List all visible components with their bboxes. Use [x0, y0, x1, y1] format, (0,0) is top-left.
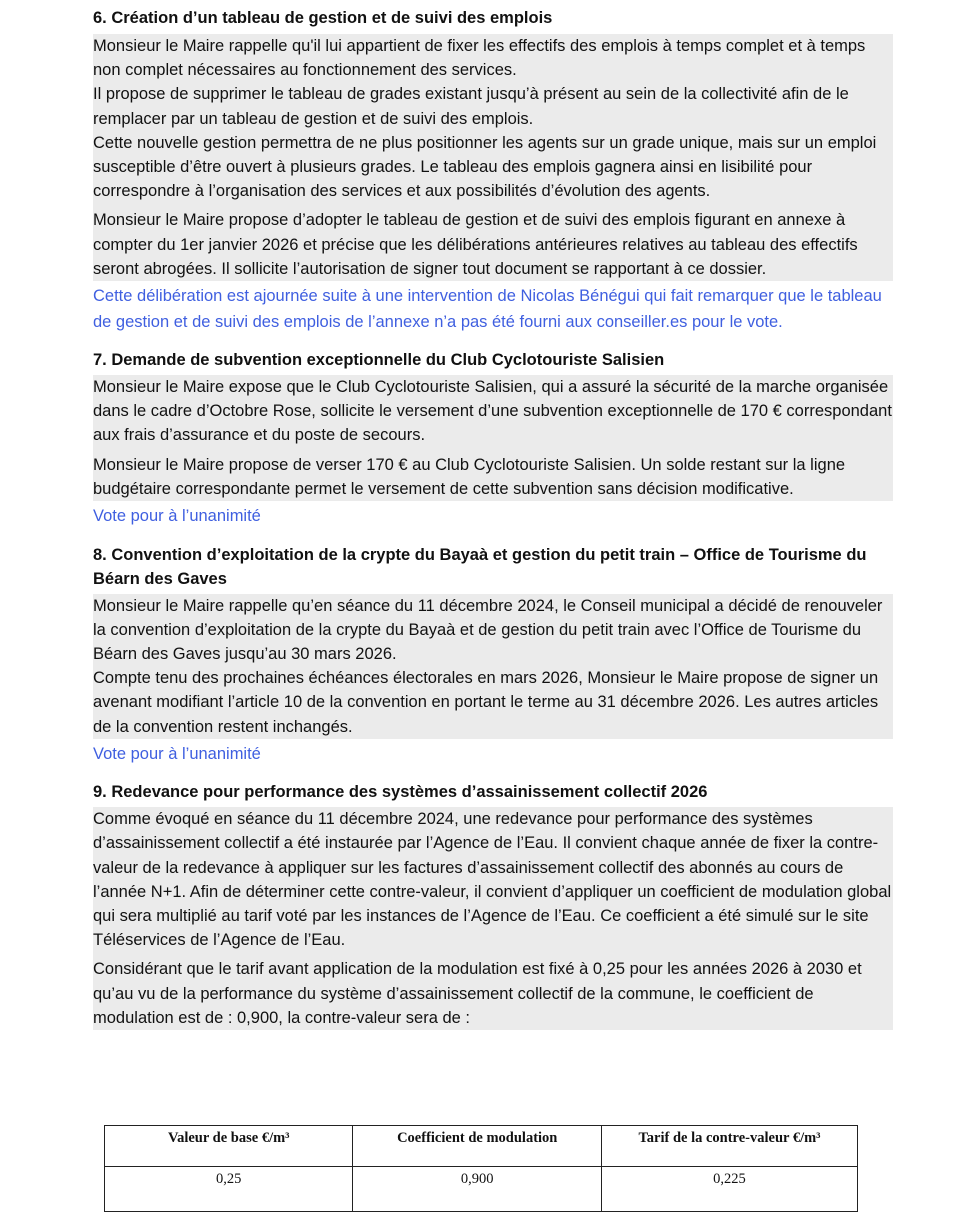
section-6-paragraph: Il propose de supprimer le tableau de grades existant jusqu’à présent au sein de la collectivité afin de le remplacer par un tableau de gestion et de suivi des emplois.	[93, 85, 849, 128]
section-8	[93, 543, 893, 768]
section-6-paragraph: Monsieur le Maire rappelle qu'il lui appartient de fixer les effectifs des emplois à temps complet et à temps non complet nécessaires au fonctionnement des services.	[93, 37, 866, 80]
section-9-body	[93, 807, 893, 1030]
document-page	[93, 6, 893, 1030]
section-7-title: 7. Demande de subvention exceptionnelle du Club Cyclotouriste Salisien	[93, 351, 665, 370]
section-9-paragraph: Considérant que le tarif avant application de la modulation est fixé à 0,25 pour les années 2026 à 2030 et qu’au vu de la performance du système d’assainissement collectif de la commune, le coefficient de modulation est de : 0,900, la contre-valeur sera de :	[93, 960, 862, 1027]
section-8-paragraph: Monsieur le Maire rappelle qu’en séance du 11 décembre 2024, le Conseil municipal a décidé de renouveler la convention d’exploitation de la crypte du Bayaà et de gestion du petit train avec l’Office de Tourisme du Béarn des Gaves jusqu’au 30 mars 2026.	[93, 596, 883, 663]
section-7-body	[93, 375, 893, 501]
section-8-body	[93, 594, 893, 739]
table-header-cell: Tarif de la contre-valeur €/m³	[601, 1126, 857, 1167]
section-9-paragraph: Comme évoqué en séance du 11 décembre 2024, une redevance pour performance des systèmes d’assainissement collectif a été instaurée par l’Agence de l’Eau. Il convient chaque année de fixer la contre-valeur de la redevance à appliquer sur les factures d’assainissement collectif des abonnés au cours de l’année N+1. Afin de déterminer cette contre-valeur, il convient d’appliquer un coefficient de modulation global qui sera multiplié au tarif voté par les instances de l’Agence de l’Eau. Ce coefficient a été simulé sur le site Téléservices de l’Agence de l’Eau.	[93, 810, 892, 950]
section-6	[93, 6, 893, 335]
section-7-paragraph: Monsieur le Maire propose de verser 170 € au Club Cyclotouriste Salisien. Un solde restant sur la ligne budgétaire correspondante permet le versement de cette subvention sans décision modificative.	[93, 455, 846, 498]
section-6-title: 6. Création d’un tableau de gestion et de suivi des emplois	[93, 9, 553, 27]
table-row	[105, 1167, 858, 1212]
section-9	[93, 780, 893, 1030]
section-7-paragraph: Monsieur le Maire expose que le Club Cyclotouriste Salisien, qui a assuré la sécurité de la marche organisée dans le cadre d’Octobre Rose, sollicite le versement d’une subvention exceptionnelle de 170 € correspondant aux frais d’assurance et du poste de secours.	[93, 378, 892, 445]
section-7	[93, 348, 893, 530]
section-8-vote-result: Vote pour à l’unanimité	[93, 744, 261, 763]
table-cell: 0,225	[601, 1167, 857, 1212]
section-8-title: 8. Convention d’exploitation de la crypte du Bayaà et gestion du petit train – Office de Tourisme du Béarn des Gaves	[93, 545, 867, 588]
section-8-paragraph: Compte tenu des prochaines échéances électorales en mars 2026, Monsieur le Maire propose de signer un avenant modifiant l’article 10 de la convention en portant le terme au 31 décembre 2026. Les autres articles de la convention restent inchangés.	[93, 669, 879, 736]
table-header-cell: Coefficient de modulation	[353, 1126, 601, 1167]
table-cell: 0,25	[105, 1167, 353, 1212]
section-6-paragraph: Monsieur le Maire propose d’adopter le tableau de gestion et de suivi des emplois figurant en annexe à compter du 1er janvier 2026 et précise que les délibérations antérieures relatives au tableau des effectifs seront abrogées. Il sollicite l’autorisation de signer tout document se rapportant à ce dossier.	[93, 211, 858, 278]
section-9-title: 9. Redevance pour performance des systèmes d’assainissement collectif 2026	[93, 783, 708, 802]
section-6-paragraph: Cette nouvelle gestion permettra de ne plus positionner les agents sur un grade unique, mais sur un emploi susceptible d’être ouvert à plusieurs grades. Le tableau des emplois gagnera ainsi en lisibilité pour correspondre à l’organisation des services et aux possibilités d’évolution des agents.	[93, 133, 877, 201]
section-7-vote-result: Vote pour à l’unanimité	[93, 507, 261, 526]
redevance-table	[104, 1125, 858, 1212]
table-cell: 0,900	[353, 1167, 601, 1212]
table-header-row	[105, 1126, 858, 1167]
section-6-body	[93, 34, 893, 281]
table-header-cell: Valeur de base €/m³	[105, 1126, 353, 1167]
section-6-vote-result: Cette délibération est ajournée suite à une intervention de Nicolas Bénégui qui fait remarquer que le tableau de gestion et de suivi des emplois de l’annexe n’a pas été fourni aux conseiller.es pour le vote.	[93, 287, 882, 331]
